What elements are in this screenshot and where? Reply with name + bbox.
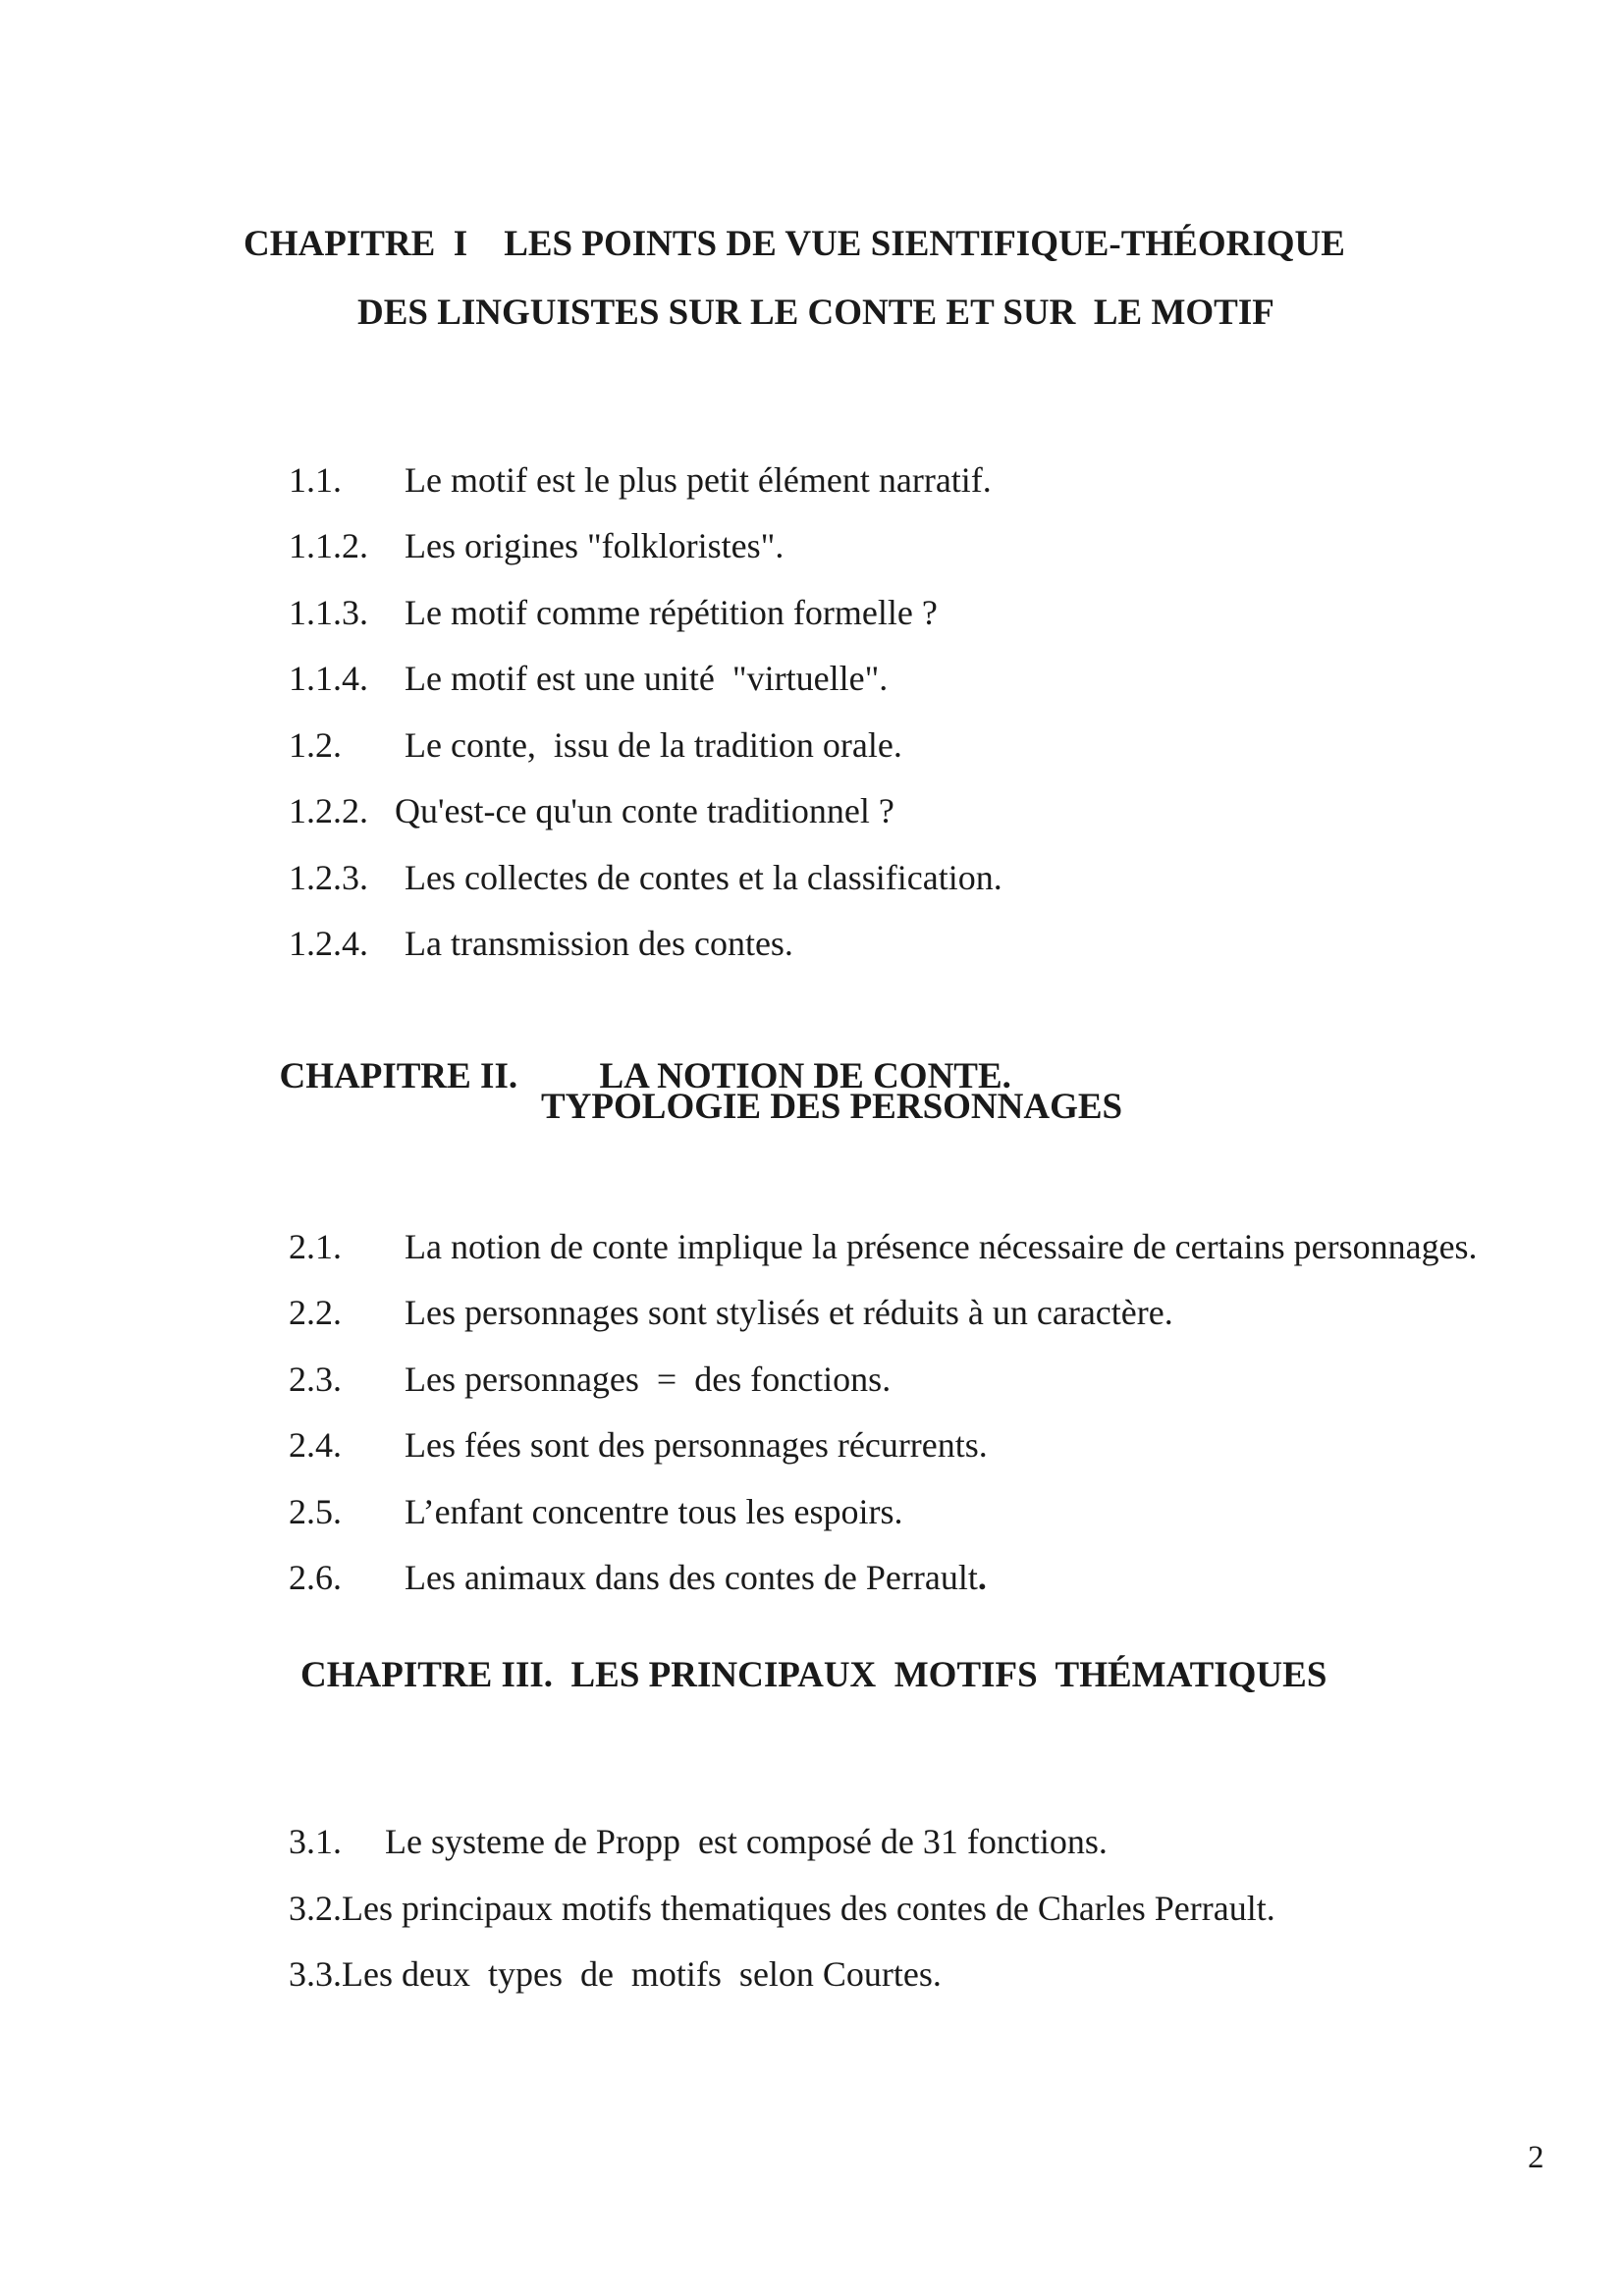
toc-item-text: Les personnages sont stylisés et réduits à un caractère. [405, 1293, 1173, 1332]
toc-item-text: Le motif est le plus petit élément narratif. [405, 460, 992, 500]
toc-item [271, 493, 784, 563]
page-number: 2 [1528, 2140, 1544, 2175]
chapter-2-heading-line-1 [261, 1022, 1011, 1095]
toc-item [271, 758, 894, 828]
toc-item [271, 1921, 942, 1992]
toc-item-text: Le motif comme répétition formelle ? [405, 593, 938, 632]
toc-item-number: 2.1. [289, 1227, 342, 1266]
chapter-2-heading-line-2: TYPOLOGIE DES PERSONNAGES [541, 1087, 1123, 1127]
toc-item [271, 692, 902, 763]
toc-item-number: 1.1.2. [289, 526, 368, 565]
toc-item-text: Le systeme de Propp est composé de 31 fonctions. [385, 1822, 1108, 1861]
toc-item-text: Qu'est-ce qu'un conte traditionnel ? [395, 791, 894, 830]
chapter-2-title: LA NOTION DE CONTE. [599, 1056, 1011, 1096]
toc-item-number: 1.2.3. [289, 858, 368, 897]
chapter-1-heading-line-2: DES LINGUISTES SUR LE CONTE ET SUR LE MOTIF [357, 293, 1274, 333]
toc-item-text: La notion de conte implique la présence nécessaire de certains personnages. [405, 1227, 1478, 1266]
toc-item [271, 1789, 1108, 1859]
toc-item-text: L’enfant concentre tous les espoirs. [405, 1492, 903, 1531]
toc-item-number: 2.5. [289, 1492, 342, 1531]
toc-item-number: 1.1.4. [289, 659, 368, 698]
toc-item-text: Les fées sont des personnages récurrents. [405, 1425, 988, 1465]
chapter-2-label: CHAPITRE II. [279, 1056, 518, 1096]
toc-item-number: 1.2. [289, 725, 342, 765]
toc-item [271, 825, 1002, 895]
toc-item-number: 3.2. [289, 1889, 342, 1928]
toc-item-number: 2.6. [289, 1558, 342, 1597]
toc-item-number: 1.2.4. [289, 924, 368, 963]
toc-item-text: La transmission des contes. [405, 924, 793, 963]
chapter-3-heading: CHAPITRE III. LES PRINCIPAUX MOTIFS THÉMATIQUES [300, 1655, 1327, 1695]
toc-item-number: 1.2.2. [289, 791, 368, 830]
toc-item-number: 2.3. [289, 1360, 342, 1399]
toc-item [271, 427, 992, 498]
toc-item-suffix: . [977, 1558, 987, 1597]
toc-item-number: 1.1.3. [289, 593, 368, 632]
toc-item [271, 560, 938, 630]
toc-item-text: Le conte, issu de la tradition orale. [405, 725, 902, 765]
chapter-1-heading-line-1: CHAPITRE I LES POINTS DE VUE SIENTIFIQUE-THÉORIQUE [244, 224, 1345, 264]
toc-item-number: 1.1. [289, 460, 342, 500]
toc-item [271, 1194, 1478, 1264]
toc-item-number: 3.1. [289, 1822, 342, 1861]
toc-item [271, 1326, 891, 1397]
toc-item [271, 625, 888, 696]
toc-item-number: 3.3. [289, 1954, 342, 1994]
toc-item-text: Le motif est une unité "virtuelle". [405, 659, 889, 698]
toc-item [271, 1524, 987, 1595]
toc-item-text: Les animaux dans des contes de Perrault [405, 1558, 978, 1597]
toc-item [271, 1855, 1275, 1926]
toc-item-text: Les collectes de contes et la classification. [405, 858, 1002, 897]
toc-item-number: 2.4. [289, 1425, 342, 1465]
toc-item-text: Les deux types de motifs selon Courtes. [342, 1954, 942, 1994]
toc-item [271, 1259, 1173, 1330]
toc-item-text: Les origines "folkloristes". [405, 526, 785, 565]
toc-item [271, 1392, 988, 1463]
toc-item [271, 1459, 903, 1529]
toc-item-text: Les personnages = des fonctions. [405, 1360, 892, 1399]
toc-item-text: Les principaux motifs thematiques des contes de Charles Perrault. [342, 1889, 1275, 1928]
toc-item [271, 890, 793, 961]
toc-item-number: 2.2. [289, 1293, 342, 1332]
